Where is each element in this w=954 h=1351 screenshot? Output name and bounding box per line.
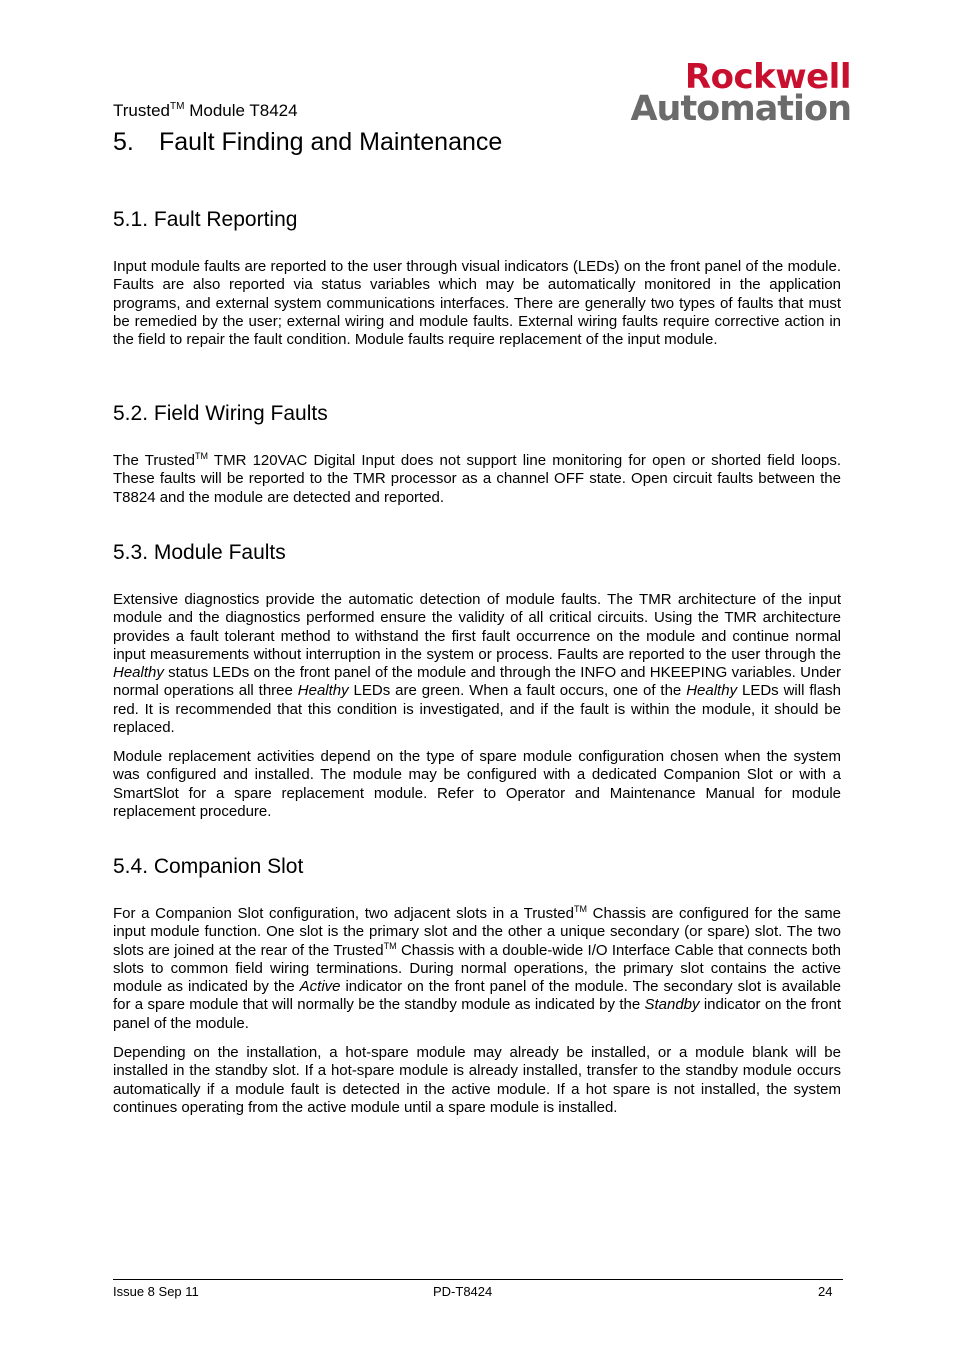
section-heading-fault-reporting: 5.1. Fault Reporting: [113, 208, 298, 231]
paragraph-companion-slot-1: [113, 905, 841, 1033]
chapter-number: 5.: [113, 128, 134, 156]
header-tm: TM: [170, 101, 185, 112]
paragraph-field-wiring-faults: [113, 452, 841, 507]
paragraph-companion-slot-2: Depending on the installation, a hot-spare module may already be installed, or a module blank will be installed in the standby slot. If a hot-spare module is already installed, transfer to the standby module occurs automatically if a module fault is detected in the active module. If a hot spare is not installed, the system continues operating from the active module until a spare module is installed.: [113, 1044, 841, 1116]
paragraph-fault-reporting: Input module faults are reported to the user through visual indicators (LEDs) on the front panel of the module. Faults are also reported via status variables which may be automatically monitored in the application programs, and external system communications interfaces. There are generally two types of faults that must be remedied by the user; external wiring and module faults. External wiring faults require corrective action in the field to repair the fault condition. Module faults require replacement of the input module.: [113, 258, 841, 349]
document-header: [113, 101, 298, 121]
healthy-term: Healthy: [113, 664, 164, 682]
section-heading-module-faults: 5.3. Module Faults: [113, 541, 286, 564]
footer-issue: Issue 8 Sep 11: [113, 1284, 199, 1299]
section-heading-field-wiring-faults: 5.2. Field Wiring Faults: [113, 402, 328, 425]
logo-line-2: Automation: [630, 89, 851, 129]
text-run: Chassis are configured for the same input module function. One slot is the primary slot and the other a unique secondary (or spare) slot. The two slots are joined at the rear of the Trusted: [113, 905, 841, 959]
active-term: Active: [299, 978, 341, 996]
text-run: indicator on the front panel of the module. The secondary slot is available for a spare module that will normally be the standby module as indicated by the: [113, 978, 841, 1014]
footer-doc-id: PD-T8424: [433, 1284, 493, 1299]
paragraph-module-faults-1: [113, 591, 841, 737]
text-run: The Trusted: [113, 452, 196, 469]
footer-divider: [113, 1279, 843, 1280]
text-run: LEDs will flash red. It is recommended that this condition is investigated, and if the fault is within the module, it should be replaced.: [113, 682, 842, 737]
text-run: status LEDs on the front panel of the module and through the INFO and HKEEPING variables. Under normal operations all three: [113, 664, 841, 700]
healthy-term: Healthy: [686, 682, 738, 700]
healthy-term: Healthy: [297, 682, 349, 700]
tm-mark: TM: [383, 940, 397, 951]
rockwell-automation-logo: [597, 57, 851, 129]
section-heading-companion-slot: 5.4. Companion Slot: [113, 855, 304, 878]
paragraph-module-faults-2: Module replacement activities depend on the type of spare module configuration chosen when the system was configured and installed. The module may be configured with a dedicated Companion Slot or with a SmartSlot for a spare replacement module. Refer to Operator and Maintenance Manual for module replacement procedure.: [113, 748, 841, 820]
footer-page-number: 24: [818, 1284, 833, 1299]
text-run: Extensive diagnostics provide the automatic detection of module faults. The TMR architecture of the input module and the diagnostics performed ensure the validity of all critical circuits. Using the TMR architecture provides a fault tolerant method to withstand the first fault occurrence on the module and continue normal input measurements without interruption in the system or process. Faults are reported to the user through the: [113, 591, 841, 663]
header-module: Module T8424: [189, 101, 298, 120]
chapter-title-text: Fault Finding and Maintenance: [159, 128, 503, 156]
tm-mark: TM: [195, 451, 209, 461]
text-run: Chassis with a double-wide I/O Interface Cable that connects both slots to common field wiring terminations. During normal operations, the primary slot contains the active module as indicated by the: [113, 941, 841, 996]
text-run: indicator on the front panel of the module.: [113, 996, 841, 1032]
text-run: LEDs are green. When a fault occurs, one of the: [348, 682, 687, 700]
text-run: For a Companion Slot configuration, two adjacent slots in a Trusted: [113, 905, 574, 922]
logo-line-1: Rockwell: [684, 57, 851, 97]
text-run: TMR 120VAC Digital Input does not support line monitoring for open or shorted field loops. These faults will be reported to the TMR processor as a channel OFF state. Open circuit faults between the T8824 and the module are detected and reported.: [113, 452, 841, 506]
standby-term: Standby: [644, 996, 700, 1014]
chapter-title: [113, 128, 502, 157]
header-product: Trusted: [113, 101, 171, 120]
tm-mark: TM: [573, 904, 587, 914]
